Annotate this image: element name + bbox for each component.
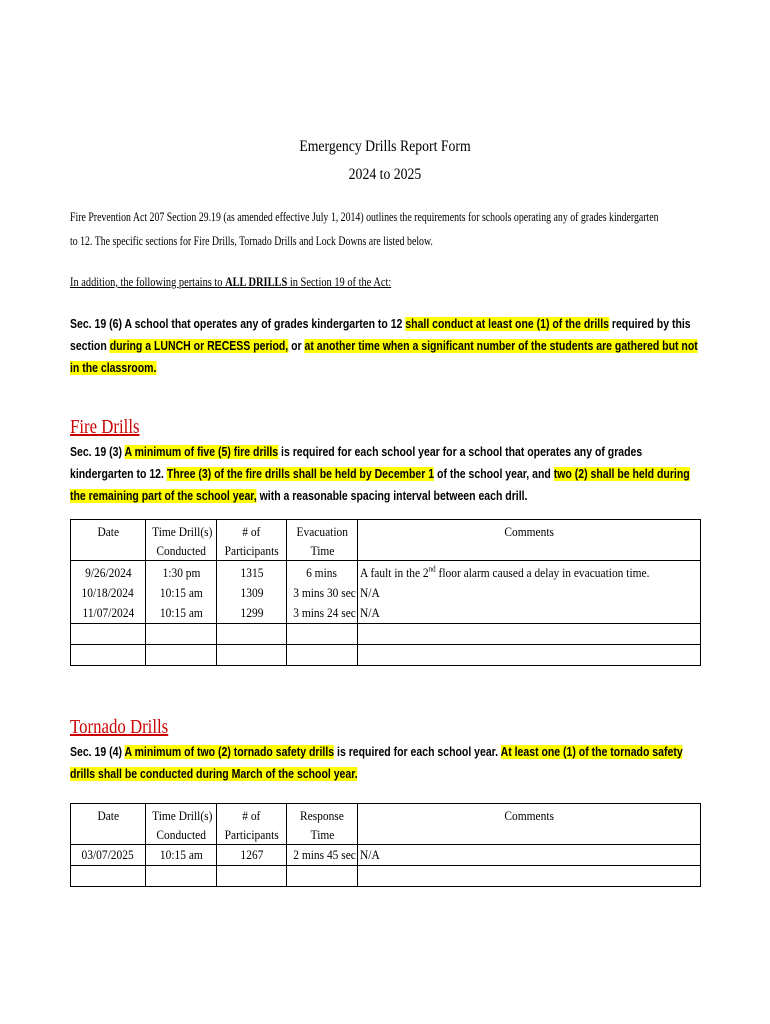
table-header-row xyxy=(71,804,701,845)
sec-19-6-text: Sec. 19 (6) A school that operates any of grades kindergarten to 12 shall conduct at least one (1) of the drills required by this section during a LUNCH or RECESS period, or at another time when a significant number of the students are gathered but not in the classroom. xyxy=(70,317,698,375)
time-cell[interactable] xyxy=(146,624,217,645)
response-time-cell[interactable] xyxy=(287,866,358,887)
date-cell[interactable]: 11/07/2024 xyxy=(71,603,146,624)
all-drills-emphasis: ALL DRILLS xyxy=(225,274,288,289)
tornado-drills-table xyxy=(70,803,701,887)
date-cell[interactable] xyxy=(71,866,146,887)
highlight: Three (3) of the fire drills shall be held by December 1 xyxy=(166,467,435,481)
participants-cell[interactable] xyxy=(217,866,287,887)
participants-cell[interactable]: 1267 xyxy=(217,845,287,866)
column-header-comments: Comments xyxy=(358,804,701,845)
participants-cell[interactable] xyxy=(217,645,287,666)
participants-cell[interactable]: 1315 xyxy=(217,561,287,584)
empty-table-row xyxy=(71,645,701,666)
column-header-date: Date xyxy=(71,520,146,561)
evacuation-time-cell[interactable] xyxy=(287,645,358,666)
table-row xyxy=(71,845,701,866)
participants-cell[interactable] xyxy=(217,624,287,645)
evacuation-time-cell[interactable] xyxy=(287,624,358,645)
all-drills-note: In addition, the following pertains to ALL DRILLS in Section 19 of the Act: xyxy=(70,274,392,289)
fire-drills-table xyxy=(70,519,701,666)
column-header-participants: # of Participants xyxy=(217,804,287,845)
date-cell[interactable]: 9/26/2024 xyxy=(71,561,146,584)
evacuation-time-cell[interactable]: 3 mins 30 sec xyxy=(287,583,358,603)
sec-19-4-text: Sec. 19 (4) A minimum of two (2) tornado safety drills is required for each school year. At least one (1) of the tornado safety drills shall be conducted during March of the school year. xyxy=(70,745,683,781)
comments-cell[interactable] xyxy=(358,624,701,645)
highlight: during a LUNCH or RECESS period, xyxy=(109,339,289,353)
tornado-drills-heading: Tornado Drills xyxy=(70,716,169,738)
intro-line-1: Fire Prevention Act 207 Section 29.19 (as amended effective July 1, 2014) outlines the requirements for schools operating any of grades kindergarten xyxy=(70,209,659,224)
time-cell[interactable] xyxy=(146,645,217,666)
column-header-comments: Comments xyxy=(358,520,701,561)
evacuation-time-cell[interactable]: 6 mins xyxy=(287,561,358,584)
highlight: shall conduct at least one (1) of the drills xyxy=(405,317,609,331)
table-row xyxy=(71,603,701,624)
time-cell[interactable]: 10:15 am xyxy=(146,603,217,624)
time-cell[interactable]: 10:15 am xyxy=(146,583,217,603)
highlight: At least one (1) of the tornado safety drills shall be conducted during March of the school year. xyxy=(70,745,683,781)
time-cell[interactable]: 10:15 am xyxy=(146,845,217,866)
column-header-time: Time Drill(s) Conducted xyxy=(146,804,217,845)
response-time-cell[interactable]: 2 mins 45 sec xyxy=(287,845,358,866)
date-cell[interactable]: 10/18/2024 xyxy=(71,583,146,603)
date-cell[interactable] xyxy=(71,645,146,666)
column-header-response-time: Response Time xyxy=(287,804,358,845)
date-cell[interactable] xyxy=(71,624,146,645)
comments-cell[interactable]: N/A xyxy=(358,583,701,603)
table-header-row xyxy=(71,520,701,561)
table-row xyxy=(71,583,701,603)
sec-19-3-text: Sec. 19 (3) A minimum of five (5) fire drills is required for each school year for a school that operates any of grades kindergarten to 12. Three (3) of the fire drills shall be held by December 1 of the school year, and two (2) shall be held during the remaining part of the school year, with a reasonable spacing interval between each drill. xyxy=(70,445,690,503)
date-cell[interactable]: 03/07/2025 xyxy=(71,845,146,866)
column-header-participants: # of Participants xyxy=(217,520,287,561)
comments-cell[interactable]: A fault in the 2nd floor alarm caused a delay in evacuation time. xyxy=(358,561,701,584)
empty-table-row xyxy=(71,866,701,887)
fire-drills-heading: Fire Drills xyxy=(70,416,140,438)
comments-cell[interactable]: N/A xyxy=(358,603,701,624)
participants-cell[interactable]: 1299 xyxy=(217,603,287,624)
empty-table-row xyxy=(71,624,701,645)
column-header-date: Date xyxy=(71,804,146,845)
table-row xyxy=(71,561,701,584)
comments-cell[interactable]: N/A xyxy=(358,845,701,866)
highlight: A minimum of two (2) tornado safety drills xyxy=(124,745,335,759)
highlight: two (2) shall be held during the remaining part of the school year, xyxy=(70,467,690,503)
column-header-evacuation-time: Evacuation Time xyxy=(287,520,358,561)
column-header-time: Time Drill(s) Conducted xyxy=(146,520,217,561)
highlight: A minimum of five (5) fire drills xyxy=(124,445,279,459)
evacuation-time-cell[interactable]: 3 mins 24 sec xyxy=(287,603,358,624)
highlight: at another time when a significant number of the students are gathered but not in the classroom. xyxy=(70,339,698,375)
comments-cell[interactable] xyxy=(358,866,701,887)
comments-cell[interactable] xyxy=(358,645,701,666)
time-cell[interactable] xyxy=(146,866,217,887)
time-cell[interactable]: 1:30 pm xyxy=(146,561,217,584)
participants-cell[interactable]: 1309 xyxy=(217,583,287,603)
intro-line-2: to 12. The specific sections for Fire Drills, Tornado Drills and Lock Downs are listed below. xyxy=(70,233,433,248)
form-title: Emergency Drills Report Form xyxy=(299,138,471,155)
form-year-range: 2024 to 2025 xyxy=(348,166,422,183)
